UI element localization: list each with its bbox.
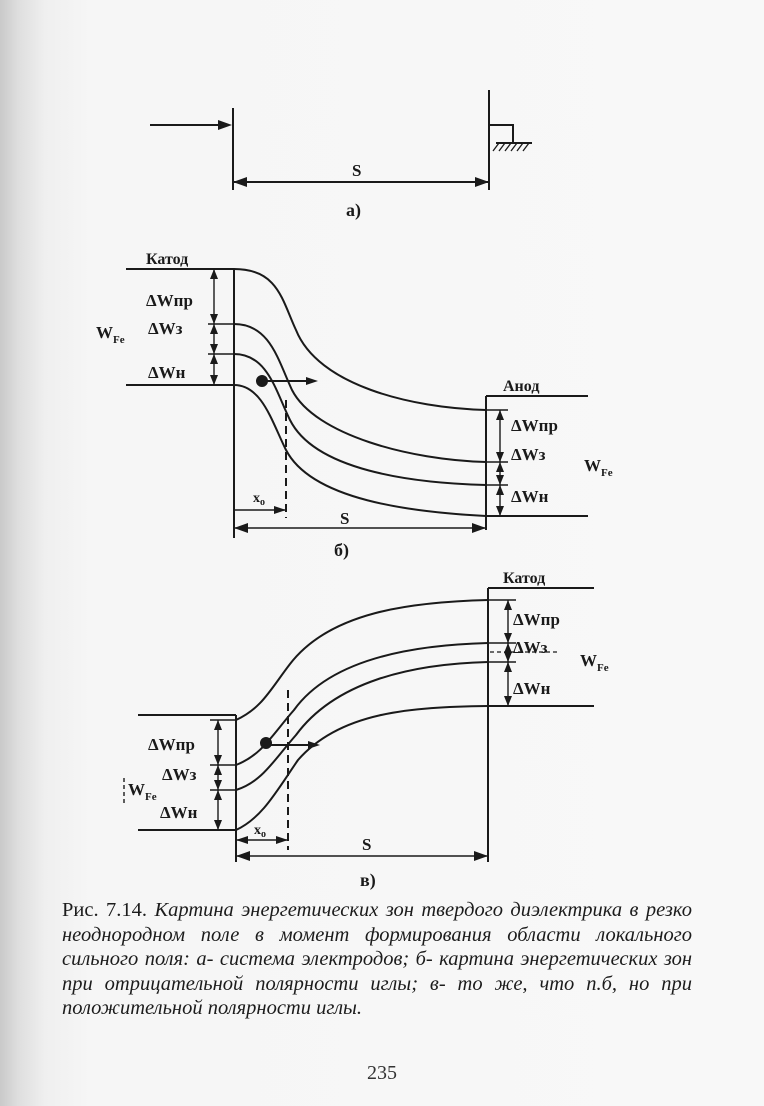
label-s-b: S <box>340 509 350 528</box>
label-dwpr-c: ΔWпр <box>148 735 195 754</box>
panel-a-electrode-system <box>150 90 532 190</box>
label-dwpr-b: ΔWпр <box>146 291 193 310</box>
label-cathode-b: Катод <box>146 251 189 268</box>
conduction-band-edge-c <box>236 600 488 720</box>
label-wfe-c: $W_{Fe}$ <box>128 780 157 803</box>
label-dwn-c-right: ΔWн <box>513 679 551 698</box>
label-cathode-c: Катод <box>503 570 546 587</box>
page-number: 235 <box>367 1062 397 1084</box>
label-dwz-c: ΔWз <box>162 765 197 784</box>
valence-band-edge-c <box>236 706 488 830</box>
trap-level-line <box>234 324 486 462</box>
label-dwn-b: ΔWн <box>148 363 186 382</box>
label-wfe-c-right: $W_{Fe}$ <box>580 651 609 674</box>
label-wfe-b: $W_{Fe}$ <box>96 323 125 346</box>
electron-dot <box>257 376 267 386</box>
valence-band-edge <box>234 385 486 516</box>
caption-c: в) <box>360 870 376 890</box>
label-dwpr-c-right: ΔWпр <box>513 610 560 629</box>
figure-caption <box>62 898 692 1021</box>
needle-arrow-head <box>218 120 232 130</box>
label-wfe-b-right: $W_{Fe}$ <box>584 456 613 479</box>
label-s-c: S <box>362 835 372 854</box>
label-dwn-b-right: ΔWн <box>511 487 549 506</box>
fermi-level-line-c <box>236 662 488 790</box>
label-x0-b: $x_o$ <box>253 491 265 508</box>
label-dwpr-b-right: ΔWпр <box>511 416 558 435</box>
label-dwn-c: ΔWн <box>160 803 198 822</box>
label-dwz-b: ΔWз <box>148 319 183 338</box>
figure-number: Рис. 7.14. <box>62 899 148 921</box>
figure-caption-text: Картина энергетических зон твердого диэлектрика в резко неоднородном поле в момент формирования области локального сильного поля: а- система электродов; б- картина энергетических зон при отрицательной полярности иглы; в- то же, что п.б, но при положительной полярности иглы. <box>62 899 692 1019</box>
label-anode-b: Анод <box>503 378 540 395</box>
caption-a: а) <box>346 200 361 220</box>
label-dwz-b-right: ΔWз <box>511 445 546 464</box>
caption-b: б) <box>334 540 349 560</box>
trap-level-line-c <box>236 643 488 765</box>
electron-dot-c <box>261 738 271 748</box>
ground-wire <box>489 125 513 143</box>
label-x0-c: $x_o$ <box>254 823 266 840</box>
ground-hatching <box>493 143 529 151</box>
label-s-a: S <box>352 161 362 180</box>
conduction-band-edge <box>234 269 486 410</box>
label-dwz-c-right: ΔWз <box>513 638 548 657</box>
